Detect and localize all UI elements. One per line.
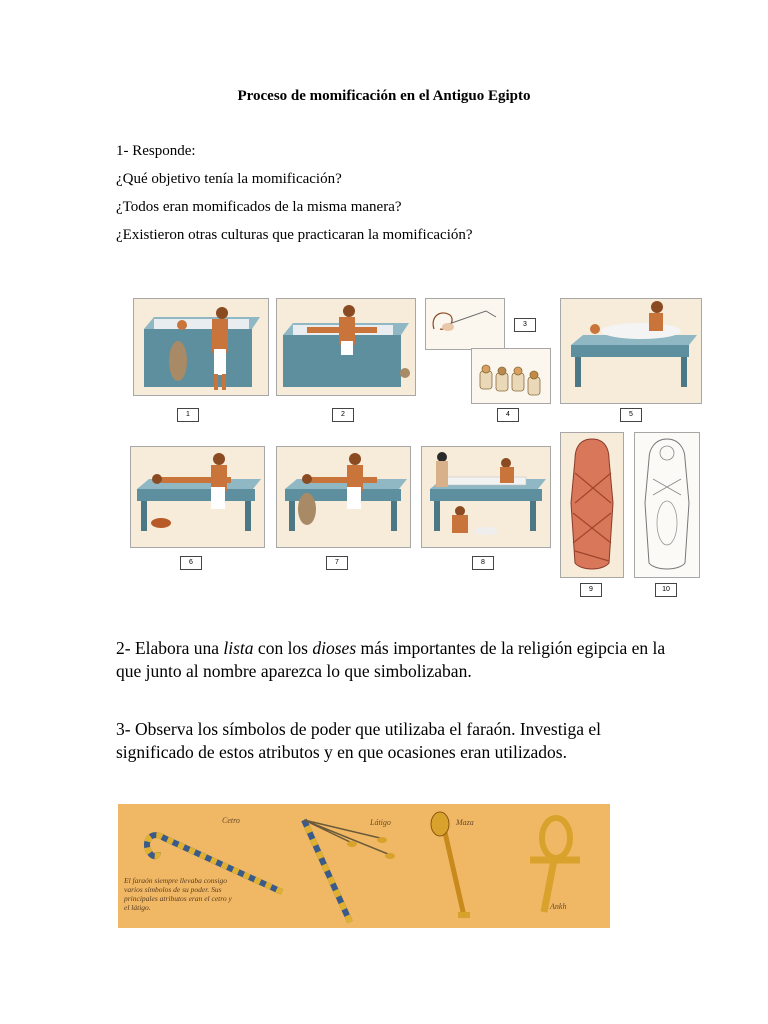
page-title: Proceso de momificación en el Antiguo Egipto xyxy=(237,88,531,104)
step-7-illustration xyxy=(276,446,411,548)
flail-shape xyxy=(304,820,395,922)
figure-number: 3 xyxy=(514,318,536,332)
figure-number: 4 xyxy=(497,408,519,422)
section2-emphasis-lista: lista xyxy=(223,638,254,658)
step-2-illustration xyxy=(276,298,416,396)
section2-text xyxy=(116,637,676,683)
step-6-illustration xyxy=(130,446,265,548)
step-9-illustration xyxy=(560,432,624,578)
figure-number: 8 xyxy=(472,556,494,570)
label-cetro: Cetro xyxy=(222,816,240,825)
figure-number: 5 xyxy=(620,408,642,422)
figure-number: 1 xyxy=(177,408,199,422)
figure-number: 10 xyxy=(655,583,677,597)
mace-shape xyxy=(431,812,470,918)
figure-number: 7 xyxy=(326,556,348,570)
ankh-shape xyxy=(530,818,580,912)
label-ankh: Ankh xyxy=(550,902,567,911)
question-3: ¿Existieron otras culturas que practicaran la momificación? xyxy=(116,227,473,243)
label-latigo: Látigo xyxy=(370,818,391,827)
section3-text: 3- Observa los símbolos de poder que utilizaba el faraón. Investiga el significado de estos atributos y en que ocasiones eran utilizados. xyxy=(116,719,601,762)
step-10-illustration xyxy=(634,432,700,578)
step-1-illustration xyxy=(133,298,269,396)
figure-number: 6 xyxy=(180,556,202,570)
section2-prefix: 2- Elabora una xyxy=(116,638,224,658)
label-maza: Maza xyxy=(456,818,474,827)
question-2: ¿Todos eran momificados de la misma manera? xyxy=(116,199,402,215)
section2-middle: con los xyxy=(253,638,313,658)
figure-number: 2 xyxy=(332,408,354,422)
section2-emphasis-dioses: dioses xyxy=(312,638,357,658)
section2-suffix: más importantes de la religión egipcia en la que junto al nombre aparezca lo que simbolizaban. xyxy=(116,638,666,681)
step-5-illustration xyxy=(560,298,702,404)
figure-number: 9 xyxy=(580,583,602,597)
step-3-illustration xyxy=(425,298,505,350)
step-4-illustration xyxy=(471,348,551,404)
pharaoh-symbols-figure xyxy=(118,804,610,928)
section1-heading: 1- Responde: xyxy=(116,143,196,159)
symbols-caption: El faraón siempre llevaba consigo varios símbolos de su poder. Sus principales atributos eran el cetro y el látigo. xyxy=(124,876,232,912)
step-8-illustration xyxy=(421,446,551,548)
question-1: ¿Qué objetivo tenía la momificación? xyxy=(116,171,342,187)
